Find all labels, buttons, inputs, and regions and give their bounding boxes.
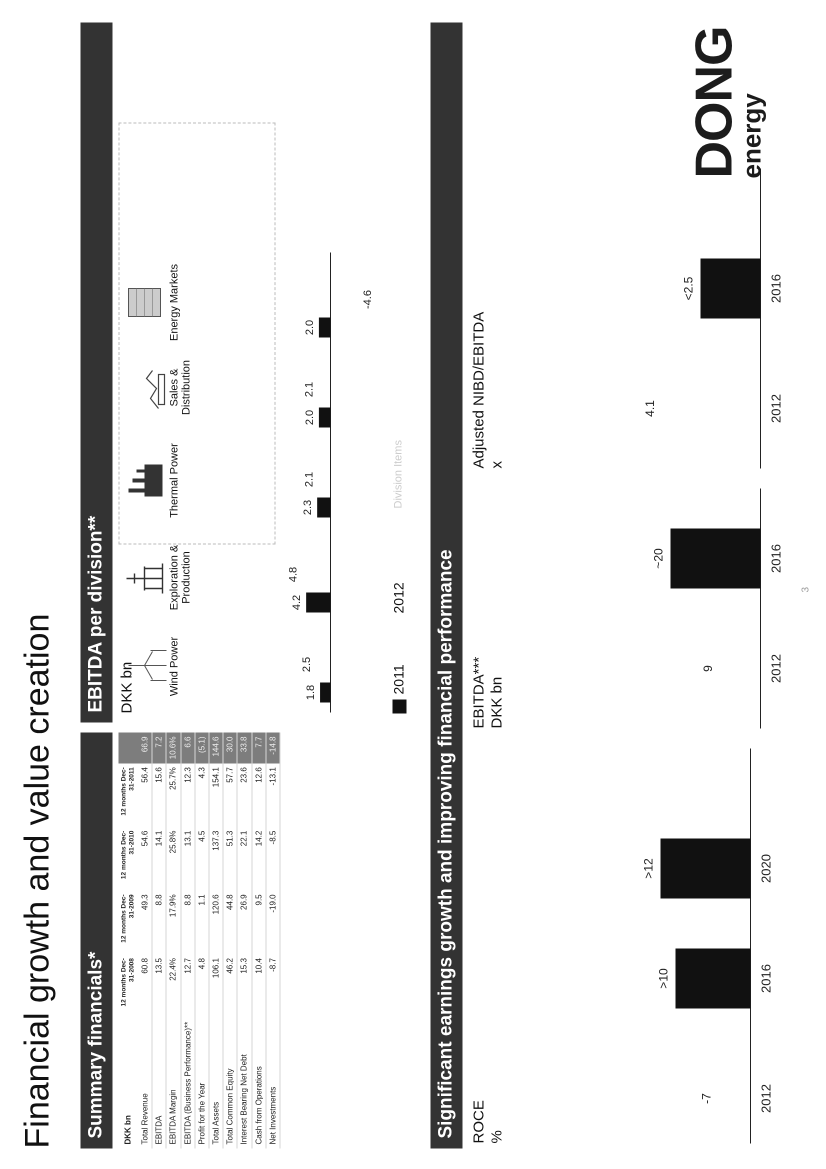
table-cell: 7.7 — [252, 733, 266, 764]
page-title: Financial growth and value creation — [18, 613, 57, 1149]
data-label: 4.1 — [643, 400, 658, 417]
data-label: 2.0 — [303, 409, 316, 426]
nibd-unit: x — [488, 461, 506, 469]
page-number: 3 — [800, 586, 812, 593]
table-cell: 8.8 — [152, 890, 166, 954]
division-label: Thermal Power — [168, 443, 181, 518]
table-cell: 51.3 — [223, 827, 237, 891]
table-cell: 56.4 — [139, 763, 153, 826]
row-label: Total Common Equity — [223, 1018, 237, 1149]
table-cell: 144.6 — [209, 733, 223, 764]
data-label: 2.3 — [302, 499, 315, 516]
division-label: Exploration & Production — [168, 544, 193, 611]
legend-label-2011: 2011 — [390, 664, 407, 695]
table-cell: 26.9 — [237, 890, 251, 954]
table-cell: -14.8 — [266, 733, 280, 764]
logo-text-sub: energy — [736, 93, 767, 179]
x-tick-label: 2012 — [768, 654, 784, 683]
table-cell: 14.1 — [152, 827, 166, 891]
summary-header: Summary financials* — [81, 733, 113, 1149]
table-cell: 46.2 — [223, 954, 237, 1018]
table-cell: -8.5 — [266, 827, 280, 891]
row-label: Total Revenue — [139, 1018, 153, 1149]
table-cell: 12.3 — [181, 763, 195, 826]
slide — [1, 0, 826, 1169]
table-cell: -19.0 — [266, 890, 280, 954]
table-cell: -13.1 — [266, 763, 280, 826]
division-label: Sales & Distribution — [168, 359, 193, 416]
table-cell: 57.7 — [223, 763, 237, 826]
division-label: Energy Markets — [168, 263, 181, 342]
bar-EBITDA***-2016 — [671, 529, 761, 589]
data-label: >12 — [641, 858, 656, 879]
table-cell: 60.8 — [139, 954, 153, 1018]
table-cell: 7.2 — [152, 733, 166, 764]
bar-Adjusted NIBD/EBITDA-2016 — [701, 259, 761, 319]
table-cell: 44.8 — [223, 890, 237, 954]
table-cell: 106.1 — [209, 954, 223, 1018]
col-header: 12 months Dec-31-2008 — [120, 958, 136, 1007]
data-label: -7 — [699, 1093, 714, 1104]
table-cell: 33.8 — [237, 733, 251, 764]
row-label: EBITDA — [152, 1018, 166, 1149]
table-cell: 8.8 — [181, 890, 195, 954]
data-label: >10 — [656, 968, 671, 989]
roce-unit: % — [488, 1130, 506, 1144]
table-cell: 15.6 — [152, 763, 166, 826]
table-cell: 154.1 — [209, 763, 223, 826]
x-tick-label: 2012 — [768, 394, 784, 423]
table-cell: 15.3 — [237, 954, 251, 1018]
x-tick-label: 2012 — [758, 1084, 774, 1113]
col-header: DKK bn — [123, 1115, 133, 1145]
data-label: 2.5 — [301, 656, 313, 673]
table-cell: 25.8% — [166, 827, 180, 891]
dong-energy-logo — [685, 19, 767, 179]
ebitda-title: EBITDA*** — [470, 656, 488, 729]
logo-text-main: DONG — [685, 26, 744, 179]
table-cell: 4.8 — [195, 954, 209, 1018]
table-cell: 49.3 — [139, 890, 153, 954]
data-label: ~20 — [651, 548, 666, 569]
row-label: EBITDA (Business Performance)** — [181, 1018, 195, 1149]
table-cell: 120.6 — [209, 890, 223, 954]
table-cell: 22.4% — [166, 954, 180, 1018]
table-cell: 30.0 — [223, 733, 237, 764]
col-header: 12 months Dec-31-2010 — [120, 830, 136, 880]
table-cell: 25.7% — [166, 763, 180, 826]
table-cell: 10.4 — [252, 954, 266, 1018]
data-label: 1.8 — [305, 684, 318, 701]
col-header: 12 months Dec-31-2011 — [120, 767, 136, 816]
x-tick-label: 2016 — [768, 544, 784, 573]
roce-title: ROCE — [470, 1100, 488, 1144]
data-label: 2.1 — [303, 471, 316, 488]
x-tick-label: 2016 — [758, 964, 774, 993]
faded-note: Division Items — [392, 440, 405, 509]
table-cell: 9.5 — [252, 890, 266, 954]
data-label: 2.0 — [303, 319, 316, 336]
table-cell: 4.3 — [195, 763, 209, 826]
data-label: 4.2 — [291, 594, 304, 611]
table-cell: 12.7 — [181, 954, 195, 1018]
data-label: 4.8 — [287, 566, 300, 583]
row-label: EBITDA Margin — [166, 1018, 180, 1149]
table-cell: 6.6 — [181, 733, 195, 764]
data-label: 2.1 — [303, 381, 316, 398]
row-label: Total Assets — [209, 1018, 223, 1149]
ebitda-unit: DKK bn — [488, 676, 506, 729]
row-label: Profit for the Year — [195, 1018, 209, 1149]
division-label: Wind Power — [168, 636, 181, 697]
x-tick-label: 2020 — [758, 854, 774, 883]
data-label: 9 — [701, 665, 715, 672]
table-cell: 13.1 — [181, 827, 195, 891]
row-label: Cash from Operations — [252, 1018, 266, 1149]
table-cell: 23.6 — [237, 763, 251, 826]
bar-ROCE-2020 — [661, 839, 751, 899]
bar-ROCE-2016 — [676, 949, 751, 1009]
table-cell: 10.6% — [166, 733, 180, 764]
division-unit: DKK bn — [118, 661, 136, 714]
performance-header: Significant earnings growth and improving financial performance — [431, 23, 463, 1149]
row-label: Interest Bearing Net Debt — [237, 1018, 251, 1149]
table-cell: 14.2 — [252, 827, 266, 891]
col-header: 12 months Dec-31-2009 — [120, 894, 136, 943]
table-cell: (5.1) — [195, 733, 209, 764]
table-cell: 22.1 — [237, 827, 251, 891]
table-cell: 12.6 — [252, 763, 266, 826]
table-cell: -8.7 — [266, 954, 280, 1018]
legend-label-2012: 2012 — [390, 582, 407, 614]
table-cell: 137.3 — [209, 827, 223, 891]
table-cell: 66.9 — [139, 733, 153, 764]
table-cell: 1.1 — [195, 890, 209, 954]
nibd-title: Adjusted NIBD/EBITDA — [470, 311, 488, 469]
row-label: Net Investments — [266, 1018, 280, 1149]
data-label: -4.6 — [362, 290, 375, 309]
x-tick-label: 2016 — [768, 274, 784, 303]
division-header: EBITDA per division** — [81, 23, 113, 723]
table-cell: 13.5 — [152, 954, 166, 1018]
table-cell: 4.5 — [195, 827, 209, 891]
table-cell: 54.6 — [139, 827, 153, 891]
data-label: <2.5 — [681, 276, 696, 301]
table-cell: 17.9% — [166, 890, 180, 954]
